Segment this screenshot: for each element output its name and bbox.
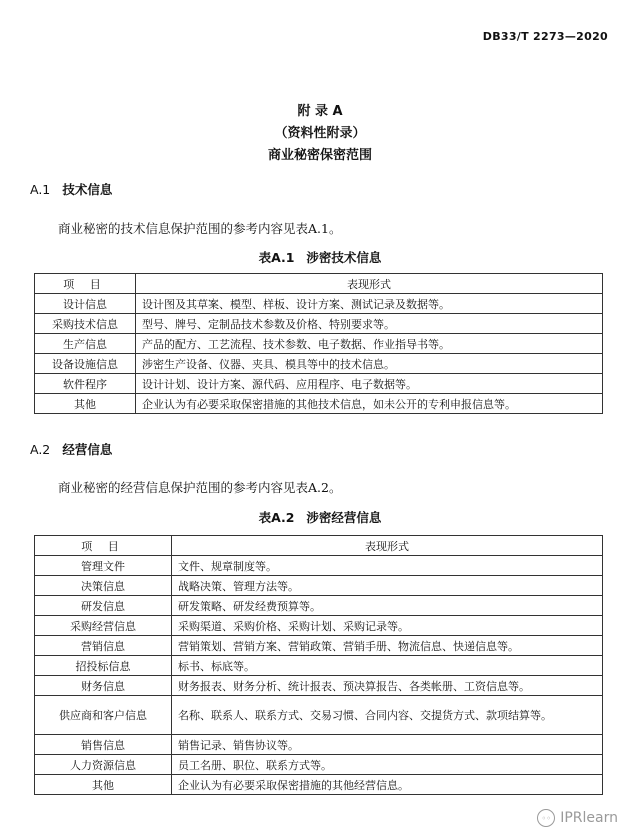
row-item: 采购经营信息 — [35, 616, 172, 636]
row-form: 产品的配方、工艺流程、技术参数、电子数据、作业指导书等。 — [136, 334, 603, 354]
row-form: 员工名册、职位、联系方式等。 — [172, 755, 603, 775]
table-a2 — [34, 535, 603, 795]
table-row — [35, 334, 603, 354]
appendix-name: 商业秘密保密范围 — [267, 148, 372, 163]
row-item: 销售信息 — [35, 735, 172, 755]
section-title: 经营信息 — [62, 442, 113, 457]
table-row — [35, 576, 603, 596]
table-row — [35, 556, 603, 576]
table-a1 — [34, 273, 603, 414]
row-form: 销售记录、销售协议等。 — [172, 735, 603, 755]
table-row — [35, 294, 603, 314]
table-header-row — [35, 536, 603, 556]
row-item: 供应商和客户信息 — [35, 696, 172, 735]
row-form: 营销策划、营销方案、营销政策、营销手册、物流信息、快递信息等。 — [172, 636, 603, 656]
row-form: 财务报表、财务分析、统计报表、预决算报告、各类帐册、工资信息等。 — [172, 676, 603, 696]
row-item: 招投标信息 — [35, 656, 172, 676]
section-a2-paragraph: 商业秘密的经营信息保护范围的参考内容见表A.2。 — [58, 480, 342, 495]
table-row — [35, 354, 603, 374]
row-item: 生产信息 — [35, 334, 136, 354]
table-row — [35, 596, 603, 616]
row-form: 设计图及其草案、模型、样板、设计方案、测试记录及数据等。 — [136, 294, 603, 314]
section-a1-paragraph: 商业秘密的技术信息保护范围的参考内容见表A.1。 — [58, 221, 342, 236]
table-header-row — [35, 274, 603, 294]
row-form: 文件、规章制度等。 — [172, 556, 603, 576]
column-header-item: 项 目 — [35, 274, 136, 294]
standard-number: DB33/T 2273—2020 — [482, 30, 608, 43]
section-a1-heading — [30, 180, 112, 198]
section-title: 技术信息 — [62, 182, 113, 197]
table-row — [35, 394, 603, 414]
row-item: 软件程序 — [35, 374, 136, 394]
table-row — [35, 616, 603, 636]
row-form: 名称、联系人、联系方式、交易习惯、合同内容、交提货方式、款项结算等。 — [172, 696, 603, 735]
row-form: 研发策略、研发经费预算等。 — [172, 596, 603, 616]
row-item: 其他 — [35, 394, 136, 414]
column-header-form: 表现形式 — [136, 274, 603, 294]
watermark-text: IPRlearn — [560, 810, 618, 826]
watermark — [537, 809, 618, 827]
table-a1-caption — [0, 248, 640, 266]
table-row — [35, 696, 603, 735]
table-row — [35, 314, 603, 334]
table-row — [35, 656, 603, 676]
table-number: 表A.1 — [258, 250, 295, 265]
appendix-title: 附 录 A — [297, 104, 343, 119]
row-item: 财务信息 — [35, 676, 172, 696]
row-form: 标书、标底等。 — [172, 656, 603, 676]
table-row — [35, 755, 603, 775]
row-item: 其他 — [35, 775, 172, 795]
row-item: 决策信息 — [35, 576, 172, 596]
row-item: 营销信息 — [35, 636, 172, 656]
section-a2-heading — [30, 440, 112, 458]
row-form: 涉密生产设备、仪器、夹具、模具等中的技术信息。 — [136, 354, 603, 374]
row-form: 型号、牌号、定制品技术参数及价格、特别要求等。 — [136, 314, 603, 334]
row-form: 企业认为有必要采取保密措施的其他经营信息。 — [172, 775, 603, 795]
row-form: 采购渠道、采购价格、采购计划、采购记录等。 — [172, 616, 603, 636]
table-row — [35, 735, 603, 755]
section-number: A.2 — [30, 442, 51, 457]
row-form: 设计计划、设计方案、源代码、应用程序、电子数据等。 — [136, 374, 603, 394]
table-title: 涉密技术信息 — [306, 250, 382, 265]
row-item: 人力资源信息 — [35, 755, 172, 775]
row-form: 企业认为有必要采取保密措施的其他技术信息，如未公开的专利申报信息等。 — [136, 394, 603, 414]
section-number: A.1 — [30, 182, 51, 197]
row-item: 管理文件 — [35, 556, 172, 576]
column-header-item: 项 目 — [35, 536, 172, 556]
wechat-icon: ◦◦ — [537, 809, 555, 827]
table-row — [35, 374, 603, 394]
row-item: 采购技术信息 — [35, 314, 136, 334]
appendix-subtitle: （资料性附录） — [274, 126, 366, 141]
column-header-form: 表现形式 — [172, 536, 603, 556]
table-row — [35, 676, 603, 696]
row-item: 设计信息 — [35, 294, 136, 314]
row-item: 研发信息 — [35, 596, 172, 616]
row-item: 设备设施信息 — [35, 354, 136, 374]
table-a2-caption — [0, 508, 640, 526]
table-number: 表A.2 — [258, 510, 295, 525]
table-row — [35, 636, 603, 656]
table-title: 涉密经营信息 — [306, 510, 382, 525]
row-form: 战略决策、管理方法等。 — [172, 576, 603, 596]
table-row — [35, 775, 603, 795]
